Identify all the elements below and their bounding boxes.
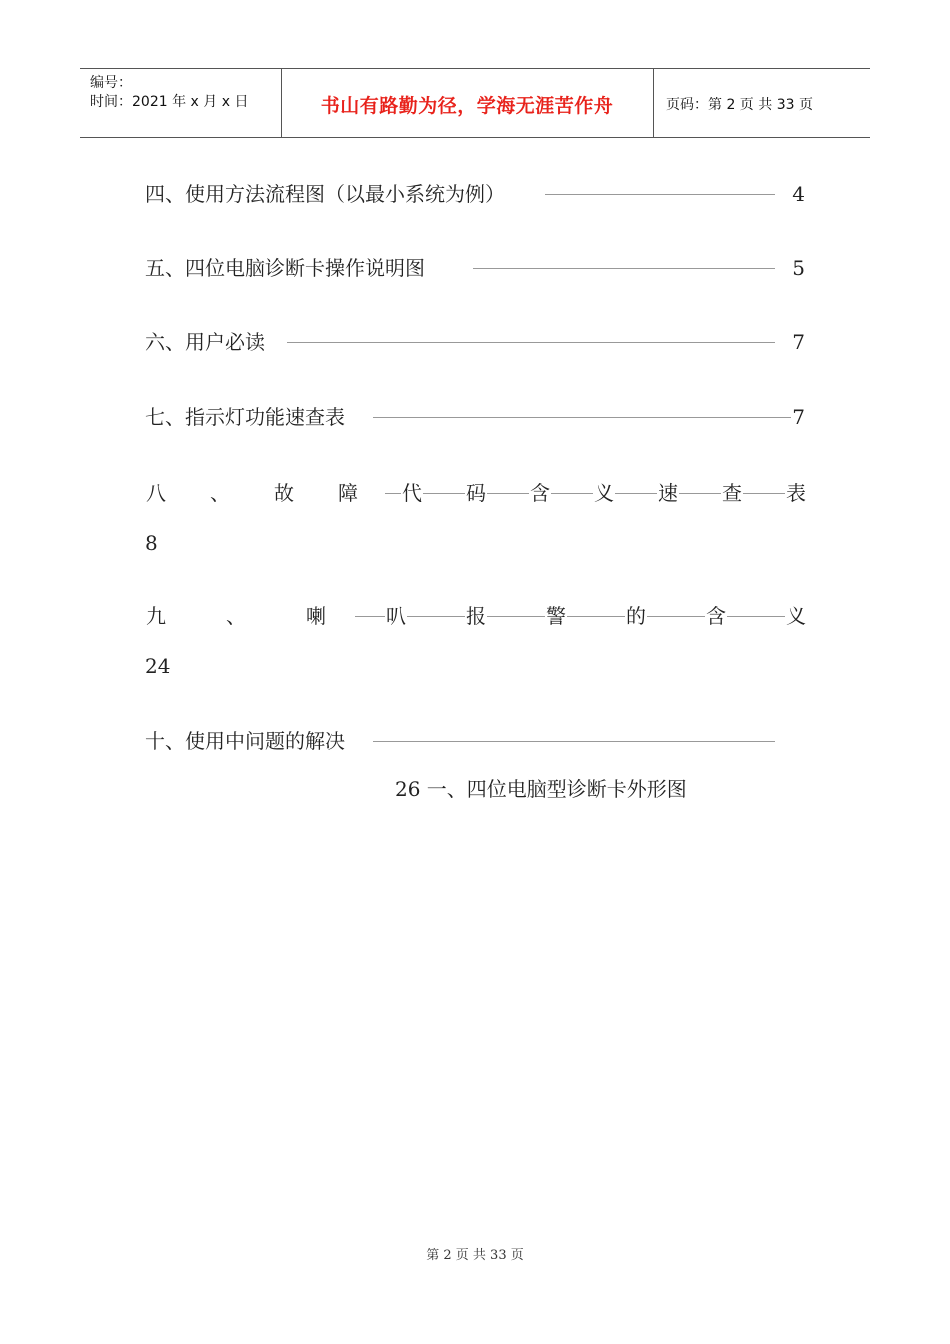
toc-entry-char: 报 [465, 601, 487, 631]
toc-entry-char: 表 [785, 478, 807, 508]
toc-entry-char: 八 [145, 478, 167, 508]
toc-entry-4[interactable] [145, 179, 805, 209]
toc-entry-char: 、 [225, 601, 247, 631]
toc-entry-char: 喇 [305, 601, 327, 631]
toc-entry-5[interactable] [145, 253, 805, 283]
toc-entry-char: 查 [721, 478, 743, 508]
toc-entry-char: 含 [529, 478, 551, 508]
toc-entry-char: 代 [401, 478, 423, 508]
toc-page-number: 7 [792, 405, 805, 429]
page-footer: 第 2 页 共 33 页 [426, 1248, 524, 1263]
toc-page-number: 5 [792, 256, 805, 280]
toc-entry-char: 警 [545, 601, 567, 631]
toc-entry-char: 故 [273, 478, 295, 508]
toc-page-number: 8 [145, 531, 158, 555]
toc-entry-label [145, 478, 807, 508]
toc-entry-7[interactable] [145, 402, 805, 432]
toc-entry-char: 九 [145, 601, 167, 631]
toc-leader-line [373, 741, 775, 742]
toc-entry-char: 义 [785, 601, 807, 631]
toc-entry-char: 速 [657, 478, 679, 508]
toc-entry-char: 码 [465, 478, 487, 508]
toc-page-number: 7 [792, 330, 805, 354]
toc-entry-10[interactable] [145, 726, 805, 756]
page-header [80, 68, 870, 138]
section-heading-continuation: 26 一、四位电脑型诊断卡外形图 [395, 777, 687, 801]
toc-entry-label: 七、指示灯功能速查表 [145, 402, 345, 432]
toc-leader-line [545, 194, 775, 195]
toc-page-number: 4 [792, 182, 805, 206]
header-number-label: 编号： [90, 75, 132, 91]
toc-entry-label [145, 601, 807, 631]
toc-entry-char: 、 [209, 478, 231, 508]
toc-page-number: 24 [145, 654, 171, 678]
toc-entry-char: 义 [593, 478, 615, 508]
toc-entry-label: 五、四位电脑诊断卡操作说明图 [145, 253, 425, 283]
header-page-cell [654, 69, 870, 137]
toc-entry-char: 含 [705, 601, 727, 631]
toc-entry-char: 障 [337, 478, 359, 508]
header-page-info: 页码：第 2 页 共 33 页 [666, 97, 813, 113]
toc-entry-label: 四、使用方法流程图（以最小系统为例） [145, 179, 505, 209]
header-time-label: 时间：2021 年 x 月 x 日 [90, 94, 249, 110]
header-meta-cell [80, 69, 282, 137]
toc-leader-line [473, 268, 775, 269]
toc-entry-9[interactable] [145, 601, 807, 631]
toc-entry-label: 六、用户必读 [145, 327, 265, 357]
toc-leader-line [287, 342, 775, 343]
toc-entry-char: 叭 [385, 601, 407, 631]
toc-entry-char: 的 [625, 601, 647, 631]
toc-entry-label: 十、使用中问题的解决 [145, 726, 345, 756]
toc-leader-line [373, 417, 791, 418]
header-motto-cell [281, 69, 654, 137]
header-motto: 书山有路勤为径，学海无涯苦作舟 [320, 95, 614, 117]
toc-entry-6[interactable] [145, 327, 805, 357]
toc-entry-8[interactable] [145, 478, 807, 508]
